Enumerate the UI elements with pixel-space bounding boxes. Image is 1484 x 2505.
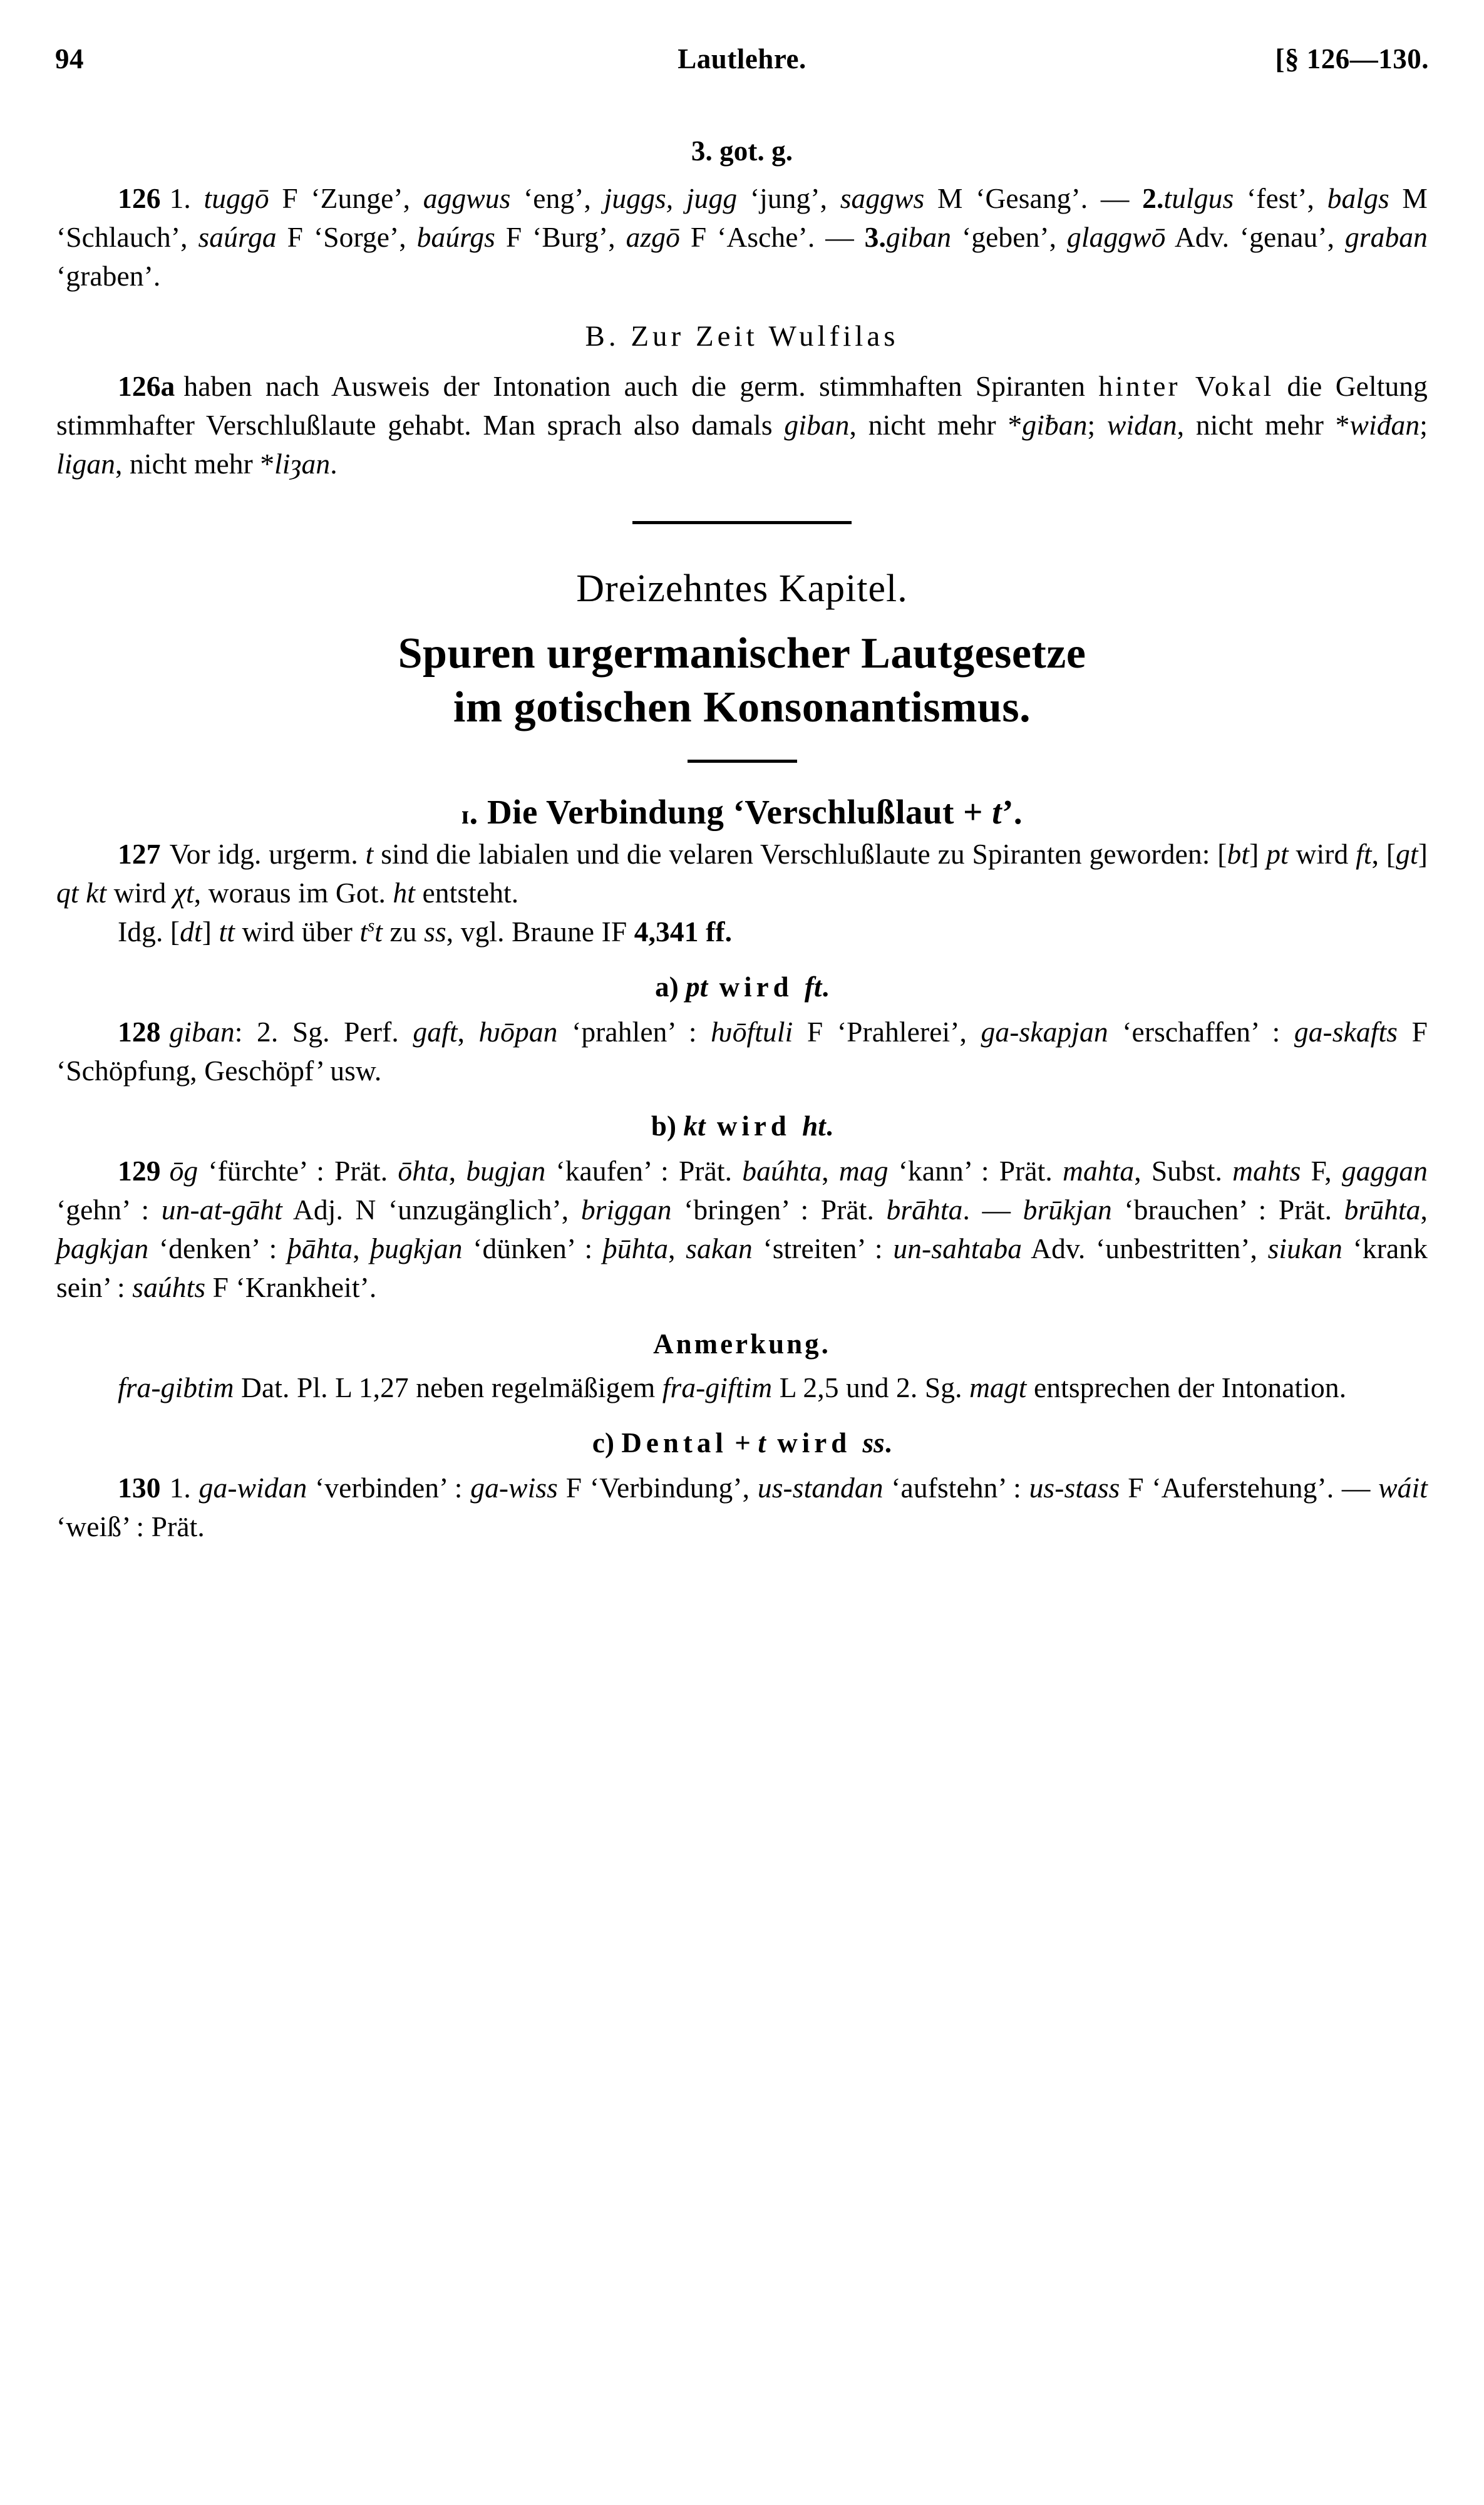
s126-aggwus: aggwus [423,182,511,214]
s127b-b: ] [202,916,219,948]
s129-siukan: siukan [1267,1232,1343,1264]
s126-e: ‘fest’, [1234,182,1327,214]
anm-d: L 2,5 und 2. Sg. [772,1371,970,1403]
s126-h: F ‘Burg’, [495,221,626,253]
s127-e: , [ [1371,838,1396,870]
s126a-t3: , nicht mehr * [849,409,1023,441]
subsection-a-pt: pt [686,971,708,1003]
subsection-a-dot: . [822,971,829,1003]
s126a-widan: widan [1106,409,1177,441]
s129-og: ōg [169,1155,198,1187]
s129-pugkjan: þugkjan [370,1232,463,1264]
s129-brukjan: brūkjan [1023,1194,1112,1226]
s129-bugjan: bugjan [466,1155,546,1187]
s129-gaggan: gaggan [1341,1155,1428,1187]
s126-b: ‘eng’, [510,182,604,214]
heading-part-1-a: . Die Verbindung ‘Verschlußlaut + [469,793,992,831]
s127b-c: wird über [234,916,360,948]
s127-h: wird [106,877,173,909]
s126-glaggwo: glaggwō [1067,221,1166,253]
s129-h: ‘gehn’ : [56,1194,162,1226]
paragraph-126a [56,367,1428,483]
s127-f: ] [1418,838,1428,870]
s126-j: ‘geben’, [951,221,1068,253]
subsection-c-t: t [758,1427,766,1459]
subsection-b-mid: wird [705,1110,803,1142]
s128-e: ‘erschaffen’ : [1108,1016,1294,1048]
heading-part-1-b: ’. [1002,793,1023,831]
heading-got-g-label: 3. got. g. [691,135,793,167]
s127-j: entsteht. [415,877,519,909]
subsection-b-dot: . [825,1110,833,1142]
s127b-tst2: t [374,916,383,948]
s126-juggs: juggs, jugg [604,182,738,214]
s126a-t4: ; [1087,409,1107,441]
s128-b: , [457,1016,479,1048]
s127-pt: pt [1266,838,1289,870]
s128-giban: giban [169,1016,235,1048]
section-number-128: 128 [118,1016,161,1048]
s127-g [79,877,86,909]
s130-gawiss: ga-wiss [470,1472,558,1504]
s126-d: M ‘Gesang’. — [924,182,1143,214]
s127-c: ] [1249,838,1267,870]
text-column [56,125,1428,1546]
s129-bruhta: brūhta [1344,1194,1421,1226]
subsection-a-mid: wird [708,971,805,1003]
page-number: 94 [55,43,84,75]
s127b-d: zu [383,916,425,948]
s130-c: F ‘Verbindung’, [557,1472,758,1504]
s127-ht: ht [393,877,415,909]
chapter-label-text: Dreizehntes Kapitel. [576,567,908,610]
s126-balgs: balgs [1327,182,1389,214]
s127-t: t [365,838,374,870]
heading-wulfilas [56,317,1428,356]
section-number-126a: 126a [118,370,175,402]
s129-n: ‘denken’ : [148,1232,288,1264]
chapter-title-line-2: im gotischen Konsonantismus. [453,683,1031,731]
s126-3: 3. [864,221,886,253]
s127-a: Vor idg. urgerm. [169,838,366,870]
s126a-giban-starred: giƀan [1022,409,1088,441]
s129-mahts: mahts [1232,1155,1301,1187]
s130-f: ‘weiß’ : Prät. [56,1511,205,1542]
s126a-t8: . [330,448,338,480]
s127b-dt: dt [180,916,202,948]
s129-e: ‘kann’ : Prät. [888,1155,1063,1187]
s126-l: ‘graben’. [56,260,161,292]
s126-a: F ‘Zunge’, [269,182,423,214]
s129-puhta: þūhta [602,1232,669,1264]
s127b-tst-superscript: s [368,916,375,936]
s127-qt: qt [56,877,79,909]
s126-baurgs: baúrgs [416,221,495,253]
s129-t: ‘krank sein’ : [56,1232,1428,1303]
subsection-b-ht: ht [802,1110,826,1142]
s126-c: ‘jung’, [737,182,840,214]
anm-fra-gibtim: fra-gibtim [118,1371,234,1403]
chapter-divider-rule [688,760,797,763]
s130-usstass: us-stass [1029,1472,1120,1504]
paragraph-126 [56,179,1428,296]
section-number-127: 127 [118,838,161,870]
anm-b: Dat. Pl. L 1,27 neben regelmäßigem [234,1371,662,1403]
s127-b: sind die labialen und die velaren Verschlußlaute zu Spiranten geworden: [ [373,838,1227,870]
section-number-126: 126 [118,182,161,214]
s126-t1: 1. [169,182,204,214]
s129-c: ‘kaufen’ : Prät. [545,1155,743,1187]
s126-saggws: saggws [840,182,925,214]
s129-mahta: mahta [1063,1155,1135,1187]
s129-pagkjan: þagkjan [56,1232,149,1264]
s129-brahta: brāhta [886,1194,963,1226]
s129-bauhta: baúhta [742,1155,822,1187]
s130-wait: wáit [1378,1472,1428,1504]
s129-p: ‘dünken’ : [462,1232,603,1264]
s129-g: F, [1301,1155,1342,1187]
s127-i: , woraus im Got. [193,877,393,909]
anm-fra-giftim: fra-giftim [662,1371,773,1403]
subsection-c-ss: ss [862,1427,885,1459]
s128-a: : 2. Sg. Perf. [234,1016,413,1048]
s127b-ss: ss [424,916,446,948]
s128-hvoftuli: ƕōftuli [711,1016,793,1048]
s129-d: , [822,1155,839,1187]
s127b-e: , vgl. Braune IF [446,916,634,948]
paragraph-129 [56,1152,1428,1307]
s129-a: ‘fürchte’ : Prät. [198,1155,398,1187]
subsection-c-plus: + [727,1427,758,1459]
s126a-t2: die Geltung stimmhafter Verschlußlaute gehabt. Man sprach also damals [56,370,1428,441]
s126a-t5: , nicht mehr * [1177,409,1350,441]
s126-g: F ‘Sorge’, [276,221,417,253]
s126-giban: giban [886,221,952,253]
anm-f: entsprechen der Intonation. [1026,1371,1347,1403]
s129-pahta: þāhta [287,1232,353,1264]
s129-m: , [1420,1194,1428,1226]
s126-graban: graban [1344,221,1428,253]
heading-subsection-b [56,1107,1428,1145]
s126-k: Adv. ‘genau’, [1165,221,1345,253]
s127b-ref: 4,341 ff. [634,916,733,948]
s126a-t6: ; [1420,409,1428,441]
s129-r: ‘streiten’ : [752,1232,894,1264]
s128-c: ‘prahlen’ : [557,1016,711,1048]
subsection-c-dot: . [884,1427,892,1459]
s130-e: F ‘Auferstehung’. — [1120,1472,1379,1504]
heading-part-1-numeral: ɪ [461,801,470,830]
s128-gaskafts: ga-skafts [1294,1016,1398,1048]
s129-b: , [448,1155,466,1187]
s126a-ligan-starred: liȝan [274,448,331,480]
s130-a: 1. [169,1472,199,1504]
s129-f: , Subst. [1134,1155,1233,1187]
subsection-a-label: a) [655,971,686,1003]
s130-b: ‘verbinden’ : [307,1472,471,1504]
s127-d: wird [1288,838,1356,870]
s129-unatgaht: un-at-gāht [161,1194,282,1226]
heading-wulfilas-label: B. Zur Zeit Wulfilas [585,320,899,353]
running-head-title: Lautlehre. [678,43,806,75]
s126a-giban: giban [784,409,850,441]
s127-gt: gt [1396,838,1418,870]
paragraph-130 [56,1469,1428,1546]
s126-saurga: saúrga [198,221,277,253]
s126-2: 2. [1142,182,1164,214]
chapter-label [56,569,1428,608]
heading-anmerkung-label: Anmerkung. [653,1328,831,1360]
running-head-section-range: [§ 126—130. [1275,43,1429,75]
s126a-t1: haben nach Ausweis der Intonation auch die germ. stimmhaften Spiranten [183,370,1099,402]
s129-sauhts: saúhts [132,1271,206,1303]
subsection-b-label: b) [651,1110,684,1142]
section-divider-rule [632,521,852,524]
s129-j: ‘bringen’ : Prät. [671,1194,887,1226]
s129-briggan: briggan [580,1194,672,1226]
s126-tulgus: tulgus [1163,182,1234,214]
s127-bt: bt [1227,838,1250,870]
s129-unsahtaba: un-sahtaba [893,1232,1023,1264]
s129-mag: mag [838,1155,889,1187]
s127-cht: χt [173,877,194,909]
s126-tuggo: tuggō [204,182,269,214]
paragraph-128 [56,1013,1428,1090]
paragraph-127 [56,835,1428,912]
paragraph-127-idg [56,912,1428,951]
s128-hvopan: ƕōpan [478,1016,558,1048]
s127b-tt: tt [219,916,235,948]
anm-magt: magt [969,1371,1027,1403]
heading-part-1 [56,793,1428,835]
section-number-129: 129 [118,1155,161,1187]
s129-ohta: ōhta [398,1155,449,1187]
subsection-b-kt: kt [683,1110,706,1142]
running-head [55,43,1429,80]
s128-gaskapjan: ga-skapjan [981,1016,1108,1048]
chapter-title-line-1: Spuren urgermanischer Lautgesetze [398,629,1086,678]
s129-sakan: sakan [686,1232,753,1264]
s129-k: . — [962,1194,1023,1226]
section-number-130: 130 [118,1472,161,1504]
s127b-tst: t [359,916,368,948]
subsection-c-dental: Dental [621,1427,728,1459]
heading-anmerkung [56,1325,1428,1363]
s126a-ligan: ligan [56,448,116,480]
s129-q: , [668,1232,686,1264]
subsection-c-wird: wird [765,1427,863,1459]
s126a-hinter-vokal: hinter Vokal [1098,370,1274,402]
subsection-a-ft: ft [804,971,822,1003]
s126-i: F ‘Asche’. — [679,221,865,253]
heading-subsection-a [56,968,1428,1006]
s129-s: Adv. ‘unbestritten’, [1022,1232,1268,1264]
s128-d: F ‘Prahlerei’, [793,1016,981,1048]
s130-d: ‘aufstehn’ : [883,1472,1029,1504]
s129-i: Adj. N ‘unzugänglich’, [282,1194,581,1226]
s126-azgo: azgō [626,221,680,253]
s126-f: M ‘Schlauch’, [56,182,1428,253]
s128-gaft: gaft [413,1016,458,1048]
s127-ft: ft [1356,838,1372,870]
s128-f: F ‘Schöpfung, Geschöpf’ usw. [56,1016,1428,1087]
heading-subsection-c [56,1423,1428,1462]
heading-got-g [56,132,1428,170]
s130-usstandan: us-standan [757,1472,884,1504]
s130-gawidan: ga-widan [198,1472,307,1504]
heading-part-1-t: t [992,793,1002,831]
s129-l: ‘brauchen’ : Prät. [1111,1194,1344,1226]
paragraph-anmerkung [56,1368,1428,1407]
s126a-t7: , nicht mehr * [115,448,275,480]
s129-u: F ‘Krankheit’. [205,1271,377,1303]
s127b-a: Idg. [ [118,916,180,948]
s126a-widan-starred: wiđan [1349,409,1420,441]
s127-kt: kt [86,877,107,909]
subsection-c-label: c) [592,1427,622,1459]
chapter-title [56,627,1428,735]
s129-o: , [353,1232,371,1264]
